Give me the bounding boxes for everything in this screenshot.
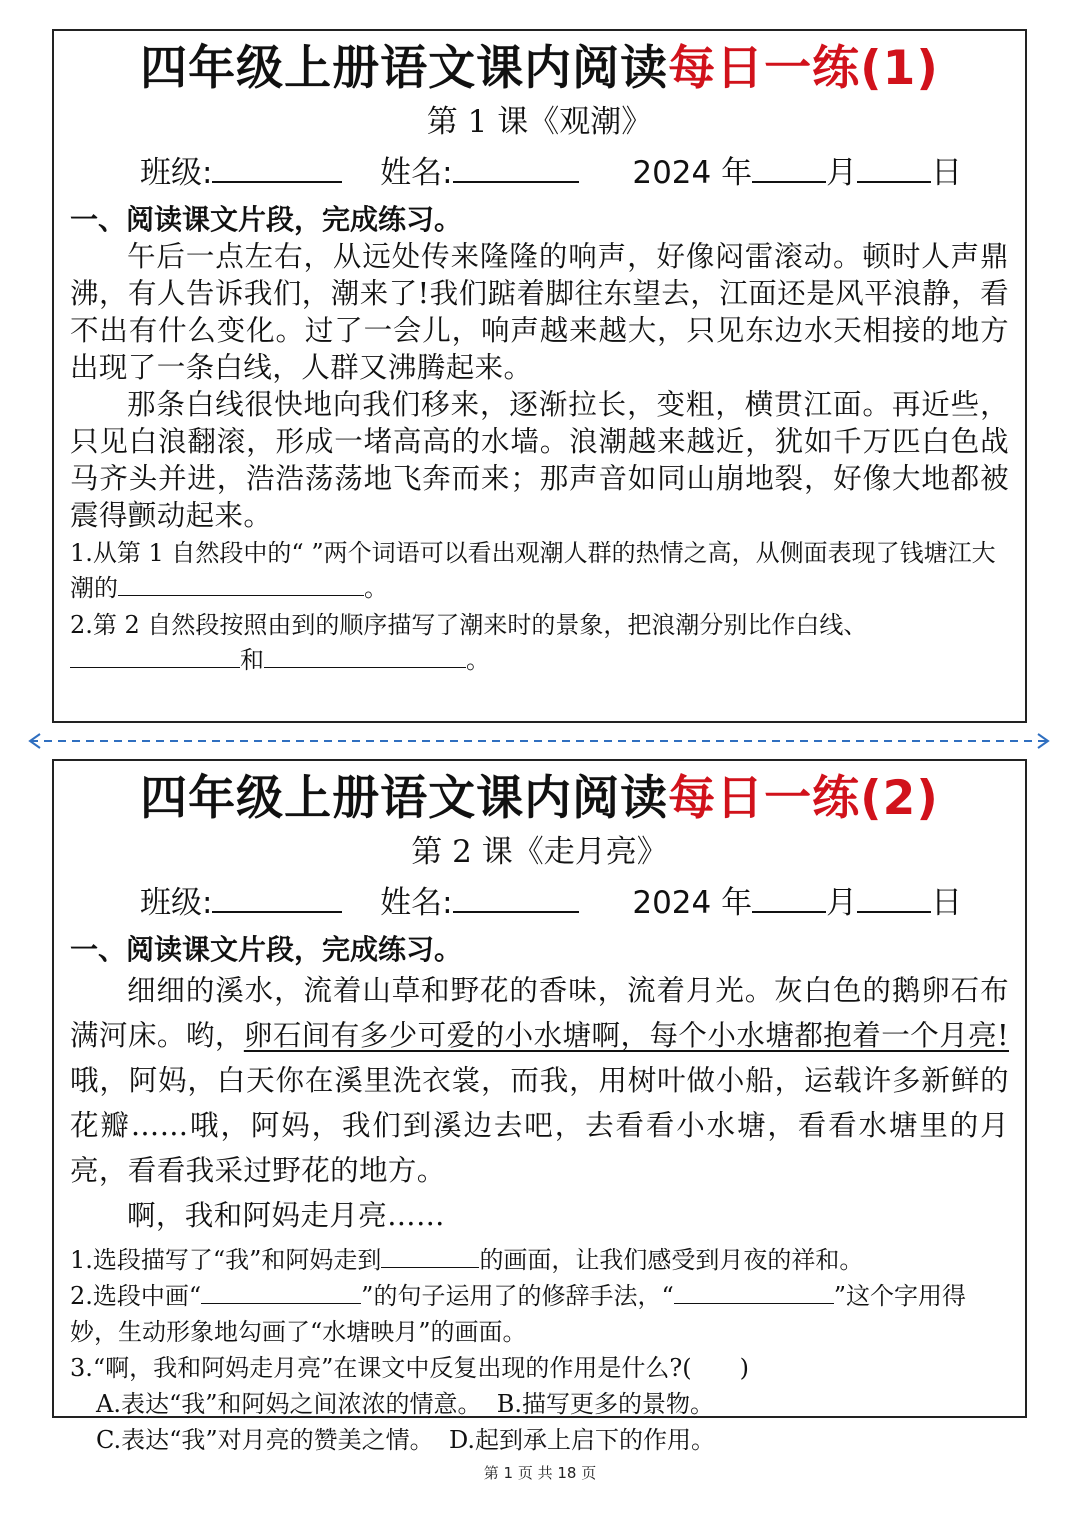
question-text: ”这个字用得妙，生动形象地勾画了“水塘映月”的画面。 xyxy=(70,1282,966,1346)
card-title xyxy=(54,769,1025,829)
questions xyxy=(54,536,1025,678)
answer-blank[interactable] xyxy=(264,643,466,668)
student-info-row xyxy=(54,151,1025,194)
month-label: 月 xyxy=(826,155,858,191)
class-label: 班级: xyxy=(140,885,213,921)
day-blank[interactable] xyxy=(857,881,931,913)
passage-text: 细细的溪水，流着山草和野花的香味，流着月光。灰白色的鹅卵石布满河床。哟， xyxy=(70,974,1009,1052)
question-text: 1.选段描写了“我”和阿妈走到 xyxy=(70,1246,382,1274)
exercise-card-1 xyxy=(52,29,1027,723)
question-text: 1.从第 1 自然段中的“ ”两个词语可以看出观潮人群的热情之高，从侧面表现了钱塘江大潮的 xyxy=(70,539,996,602)
question-text: 和 xyxy=(240,646,264,674)
title-highlight: 每日一练(2) xyxy=(668,771,939,826)
question-text: 2.第 2 自然段按照由到的顺序描写了潮来时的景象，把浪潮分别比作白线、 xyxy=(70,611,868,639)
month-label: 月 xyxy=(826,885,858,921)
year-label: 2024 年 xyxy=(632,155,753,191)
class-blank[interactable] xyxy=(212,881,342,913)
passage-paragraph: 啊，我和阿妈走月亮…… xyxy=(127,1199,445,1232)
section-heading: 一、阅读课文片段，完成练习。 xyxy=(70,203,463,236)
question-text: 。 xyxy=(364,574,388,602)
name-blank[interactable] xyxy=(453,151,579,183)
options-row-2 xyxy=(70,1422,1009,1458)
name-blank[interactable] xyxy=(453,881,579,913)
underlined-sentence: 卵石间有多少可爱的小水塘啊，每个小水塘都抱着一个月亮! xyxy=(243,1019,1009,1052)
answer-blank[interactable] xyxy=(118,571,364,596)
question-text: 。 xyxy=(466,646,490,674)
title-highlight: 每日一练(1) xyxy=(668,41,939,96)
answer-blank[interactable] xyxy=(381,1243,479,1268)
lesson-heading: 第 1 课《观潮》 xyxy=(426,104,653,140)
class-label: 班级: xyxy=(140,155,213,191)
passage-paragraph xyxy=(70,968,1009,1193)
question-2 xyxy=(70,1278,1009,1350)
answer-blank[interactable] xyxy=(674,1279,834,1304)
lesson-heading: 第 2 课《走月亮》 xyxy=(411,834,668,870)
name-label: 姓名: xyxy=(380,155,453,191)
student-info-row xyxy=(54,881,1025,924)
exercise-card-2 xyxy=(52,759,1027,1454)
month-blank[interactable] xyxy=(752,151,826,183)
passage-paragraph: 那条白线很快地向我们移来，逐渐拉长，变粗，横贯江面。再近些，只见白浪翻滚，形成一堵高高的水墙。浪潮越来越近，犹如千万匹白色战马齐头并进，浩浩荡荡地飞奔而来；那声音如同山崩地裂，好像大地都被震得颤动起来。 xyxy=(70,388,1009,532)
passage-paragraph: 午后一点左右，从远处传来隆隆的响声，好像闷雷滚动。顿时人声鼎沸，有人告诉我们，潮来了!我们踮着脚往东望去，江面还是风平浪静，看不出有什么变化。过了一会儿，响声越来越大，只见东边水天相接的地方出现了一条白线，人群又沸腾起来。 xyxy=(70,240,1009,384)
answer-blank[interactable] xyxy=(201,1279,361,1304)
year-label: 2024 年 xyxy=(632,885,753,921)
card-title xyxy=(54,39,1025,99)
question-text: 2.选段中画“ xyxy=(70,1282,202,1310)
questions xyxy=(54,1242,1025,1458)
question-text: ”的句子运用了的修辞手法，“ xyxy=(361,1282,674,1310)
option-b[interactable]: B.描写更多的景物。 xyxy=(496,1390,715,1418)
option-c[interactable]: C.表达“我”对月亮的赞美之情。 xyxy=(96,1426,434,1454)
question-2 xyxy=(70,608,1009,678)
reading-passage xyxy=(54,238,1025,534)
title-main: 四年级上册语文课内阅读 xyxy=(140,41,669,96)
page-footer: 第 1 页 共 18 页 xyxy=(483,1464,597,1482)
question-1 xyxy=(70,1242,1009,1278)
day-label: 日 xyxy=(931,155,963,191)
month-blank[interactable] xyxy=(752,881,826,913)
reading-passage xyxy=(54,968,1025,1238)
title-main: 四年级上册语文课内阅读 xyxy=(140,771,669,826)
question-3: 3.“啊，我和阿妈走月亮”在课文中反复出现的作用是什么?( ) xyxy=(70,1354,750,1382)
name-label: 姓名: xyxy=(380,885,453,921)
class-blank[interactable] xyxy=(212,151,342,183)
section-heading: 一、阅读课文片段，完成练习。 xyxy=(70,933,463,966)
question-1 xyxy=(70,536,1009,606)
answer-blank[interactable] xyxy=(70,643,240,668)
day-blank[interactable] xyxy=(857,151,931,183)
question-text: 的画面，让我们感受到月夜的祥和。 xyxy=(479,1246,864,1274)
cut-line-divider xyxy=(0,733,1080,749)
option-d[interactable]: D.起到承上启下的作用。 xyxy=(448,1426,715,1454)
passage-text: 哦，阿妈，白天你在溪里洗衣裳，而我，用树叶做小船，运载许多新鲜的花瓣……哦，阿妈，我们到溪边去吧，去看看小水塘，看看水塘里的月亮，看看我采过野花的地方。 xyxy=(70,1064,1009,1187)
option-a[interactable]: A.表达“我”和阿妈之间浓浓的情意。 xyxy=(96,1390,482,1418)
day-label: 日 xyxy=(931,885,963,921)
options-row-1 xyxy=(70,1386,1009,1422)
